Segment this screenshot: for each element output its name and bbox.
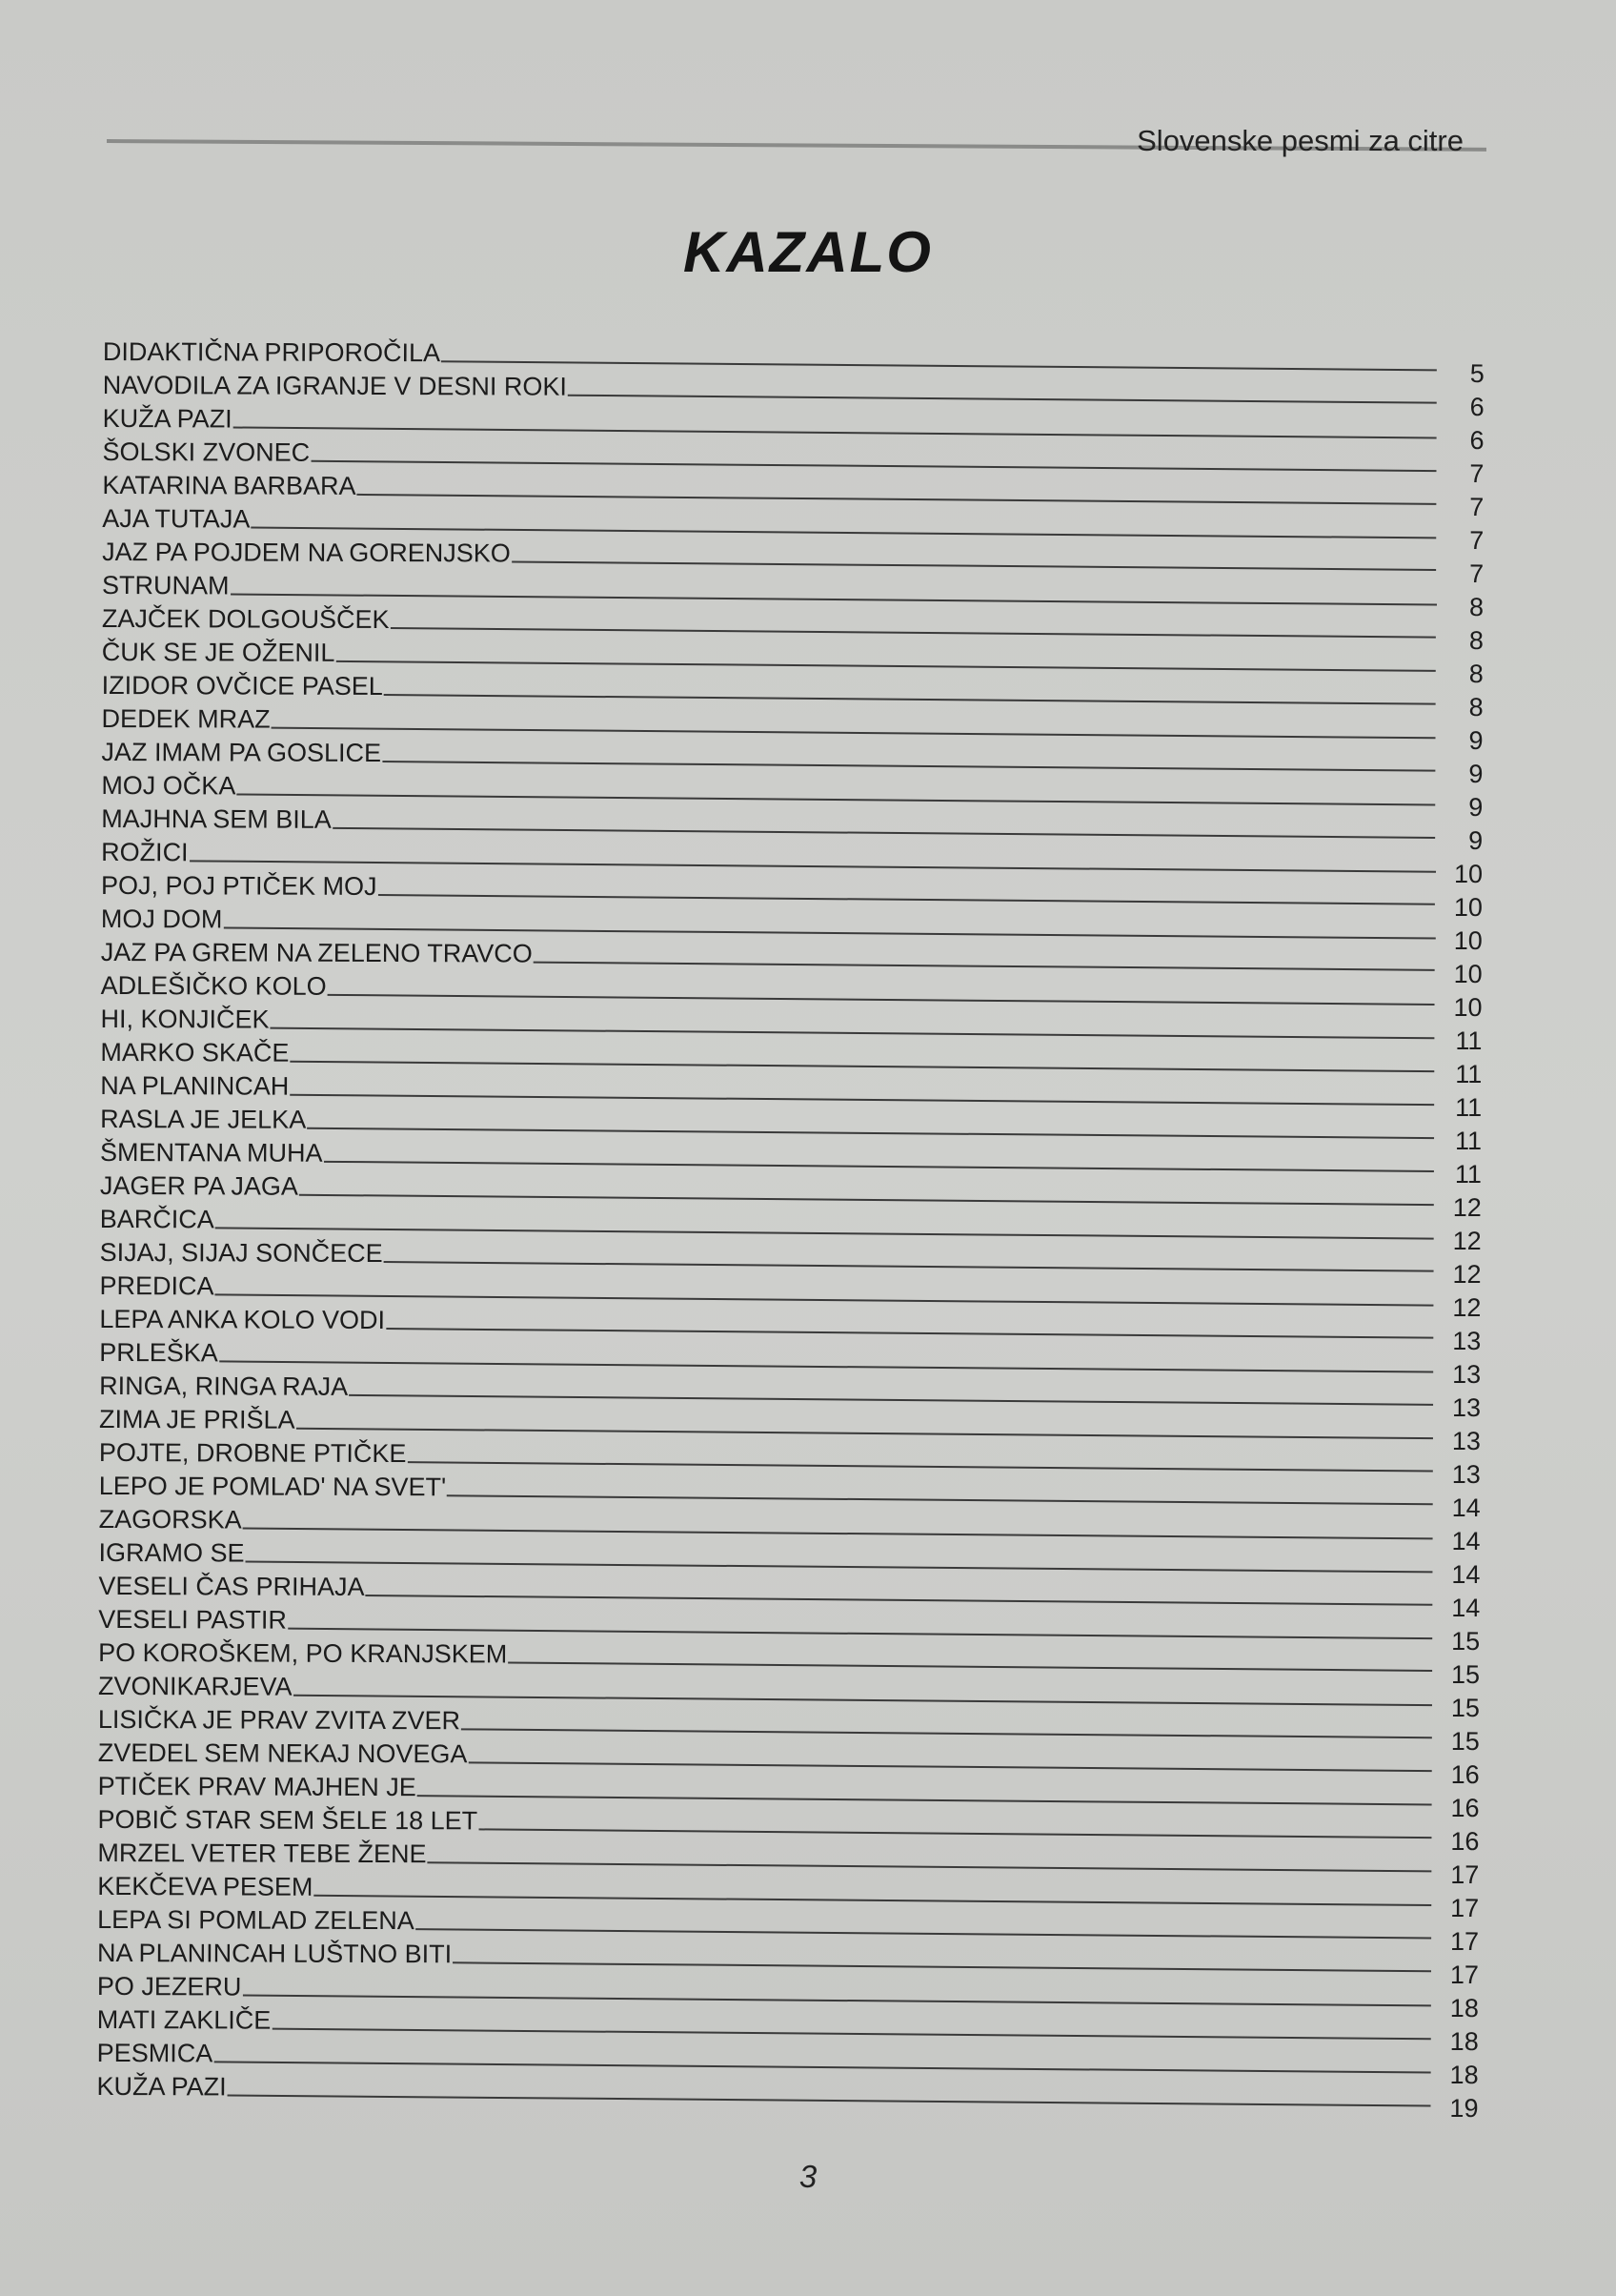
toc-entry-title: JAZ PA GREM NA ZELENO TRAVCO	[100, 937, 533, 968]
table-of-contents	[96, 334, 1485, 2123]
toc-entry-title: LEPA SI POMLAD ZELENA	[97, 1904, 414, 1936]
toc-entry-title: IZIDOR OVČICE PASEL	[101, 670, 383, 701]
toc-entry-title: LEPO JE POMLAD' NA SVET'	[98, 1471, 447, 1502]
toc-entry-page: 17	[1450, 1926, 1480, 1957]
toc-entry-title: ZVEDEL SEM NEKAJ NOVEGA	[97, 1737, 468, 1769]
running-title: Slovenske pesmi za citre	[1137, 124, 1464, 157]
toc-entry-title: HI, KONJIČEK	[100, 1004, 270, 1034]
toc-entry-page: 10	[1453, 992, 1483, 1023]
toc-entry-page: 14	[1451, 1593, 1481, 1623]
toc-entry-title: BARČICA	[99, 1204, 214, 1234]
toc-entry-title: POBIČ STAR SEM ŠELE 18 LET	[97, 1804, 478, 1836]
toc-entry-page: 15	[1450, 1693, 1481, 1723]
toc-entry-page: 11	[1454, 1126, 1483, 1156]
toc-entry-page: 14	[1451, 1493, 1481, 1523]
toc-entry-title: POJ, POJ PTIČEK MOJ	[100, 870, 377, 902]
toc-entry-page: 17	[1449, 1960, 1480, 1990]
toc-entry-page: 10	[1453, 892, 1483, 923]
toc-entry-page: 5	[1469, 359, 1485, 389]
toc-entry-title: LISIČKA JE PRAV ZVITA ZVER	[97, 1704, 461, 1736]
toc-entry-page: 16	[1450, 1826, 1480, 1857]
toc-entry-title: ŠOLSKI ZVONEC	[102, 437, 311, 467]
toc-entry-title: KEKČEVA PESEM	[97, 1871, 313, 1901]
toc-entry-title: KUŽA PAZI	[102, 403, 232, 434]
toc-entry-page: 17	[1450, 1859, 1480, 1890]
toc-entry-page: 7	[1469, 559, 1485, 589]
toc-entry-page: 11	[1455, 1059, 1483, 1089]
toc-entry-page: 9	[1468, 793, 1484, 823]
toc-entry-page: 8	[1468, 593, 1485, 622]
toc-entry-title: VESELI ČAS PRIHAJA	[98, 1571, 365, 1601]
toc-entry-title: MATI ZAKLIČE	[96, 2004, 272, 2035]
toc-entry-title: STRUNAM	[102, 570, 230, 600]
toc-entry-page: 10	[1453, 925, 1483, 956]
toc-entry-page: 13	[1451, 1459, 1481, 1490]
toc-entry-page: 8	[1468, 693, 1484, 722]
toc-entry-title: PREDICA	[99, 1270, 214, 1301]
toc-entry-title: PO JEZERU	[96, 1971, 242, 2001]
toc-entry-page: 19	[1449, 2093, 1479, 2123]
toc-entry-page: 9	[1468, 726, 1484, 756]
toc-entry-title: PESMICA	[96, 2038, 213, 2068]
toc-entry-page: 16	[1450, 1793, 1480, 1823]
toc-entry-title: NAVODILA ZA IGRANJE V DESNI ROKI	[102, 370, 567, 401]
toc-entry-title: PO KOROŠKEM, PO KRANJSKEM	[98, 1637, 508, 1669]
toc-entry-page: 12	[1452, 1292, 1482, 1323]
toc-entry-page: 15	[1450, 1726, 1480, 1757]
toc-entry-title: RINGA, RINGA RAJA	[99, 1371, 349, 1401]
toc-entry-page: 9	[1468, 760, 1484, 789]
toc-entry-page: 15	[1450, 1659, 1481, 1690]
toc-entry-page: 12	[1452, 1192, 1482, 1223]
toc-entry-title: DEDEK MRAZ	[101, 703, 271, 734]
toc-entry-title: PRLEŠKA	[99, 1337, 218, 1368]
toc-leader-line	[228, 2094, 1431, 2106]
toc-entry-page: 16	[1450, 1759, 1480, 1790]
page-number: 3	[798, 2159, 818, 2194]
toc-entry-page: 11	[1455, 1026, 1483, 1056]
toc-entry-title: MAJHNA SEM BILA	[101, 803, 332, 834]
toc-entry-title: NA PLANINCAH LUŠTNO BITI	[97, 1938, 453, 1969]
toc-entry-title: ZAGORSKA	[98, 1504, 242, 1534]
toc-entry-title: MARKO SKAČE	[100, 1037, 290, 1067]
page-title: KAZALO	[683, 220, 933, 284]
toc-entry-title: ČUK SE JE OŽENIL	[101, 637, 335, 667]
toc-entry-title: JAZ IMAM PA GOSLICE	[101, 737, 382, 768]
toc-entry-page: 6	[1469, 426, 1485, 456]
toc-entry-title: AJA TUTAJA	[102, 503, 251, 534]
toc-entry-page: 8	[1468, 626, 1484, 656]
toc-entry-title: PTIČEK PRAV MAJHEN JE	[97, 1771, 416, 1802]
toc-entry-title: LEPA ANKA KOLO VODI	[99, 1304, 386, 1335]
toc-entry-page: 7	[1469, 526, 1485, 556]
toc-entry-page: 18	[1449, 2060, 1479, 2090]
toc-entry-title: MOJ DOM	[100, 904, 223, 934]
toc-entry-page: 14	[1451, 1526, 1481, 1556]
toc-entry	[96, 2068, 1479, 2123]
toc-entry-page: 13	[1451, 1392, 1482, 1423]
toc-entry-title: JAZ PA POJDEM NA GORENJSKO	[102, 537, 511, 568]
toc-entry-title: POJTE, DROBNE PTIČKE	[98, 1437, 407, 1469]
toc-entry-page: 7	[1469, 459, 1485, 489]
toc-entry-title: ROŽICI	[101, 837, 189, 867]
toc-entry-page: 14	[1451, 1559, 1481, 1590]
toc-entry-page: 17	[1450, 1893, 1480, 1923]
toc-entry-title: KUŽA PAZI	[96, 2071, 227, 2102]
toc-entry-title: MRZEL VETER TEBE ŽENE	[97, 1838, 427, 1869]
toc-entry-page: 10	[1453, 959, 1483, 989]
toc-entry-page: 13	[1452, 1326, 1482, 1356]
toc-entry-page: 12	[1452, 1226, 1482, 1256]
toc-entry-page: 13	[1451, 1426, 1482, 1456]
toc-entry-title: DIDAKTIČNA PRIPOROČILA	[102, 336, 441, 368]
toc-entry-page: 6	[1469, 393, 1485, 422]
toc-entry-page: 18	[1449, 1993, 1479, 2023]
toc-entry-page: 13	[1452, 1359, 1482, 1390]
toc-entry-page: 10	[1453, 859, 1484, 889]
toc-entry-title: IGRAMO SE	[98, 1537, 245, 1568]
toc-entry-title: ZAJČEK DOLGOUŠČEK	[101, 603, 390, 635]
toc-entry-title: ZVONIKARJEVA	[97, 1671, 293, 1701]
toc-entry-page: 7	[1469, 493, 1485, 522]
toc-entry-page: 18	[1449, 2026, 1479, 2057]
toc-entry-title: ADLEŠIČKO KOLO	[100, 970, 327, 1001]
toc-entry-title: MOJ OČKA	[101, 770, 236, 801]
toc-entry-title: NA PLANINCAH	[100, 1070, 290, 1101]
toc-entry-page: 15	[1451, 1626, 1481, 1656]
toc-entry-title: VESELI PASTIR	[98, 1604, 287, 1635]
toc-entry-title: ZIMA JE PRIŠLA	[98, 1404, 295, 1434]
toc-entry-title: ŠMENTANA MUHA	[99, 1137, 323, 1168]
toc-entry-page: 8	[1468, 660, 1484, 689]
toc-entry-title: SIJAJ, SIJAJ SONČECE	[99, 1237, 383, 1269]
toc-entry-page: 11	[1454, 1159, 1482, 1189]
toc-entry-title: RASLA JE JELKA	[100, 1104, 307, 1134]
toc-entry-page: 11	[1455, 1092, 1483, 1123]
toc-entry-page: 9	[1468, 826, 1484, 856]
toc-entry-title: KATARINA BARBARA	[102, 470, 356, 500]
toc-entry-page: 12	[1452, 1259, 1482, 1290]
toc-entry-title: JAGER PA JAGA	[99, 1170, 299, 1201]
